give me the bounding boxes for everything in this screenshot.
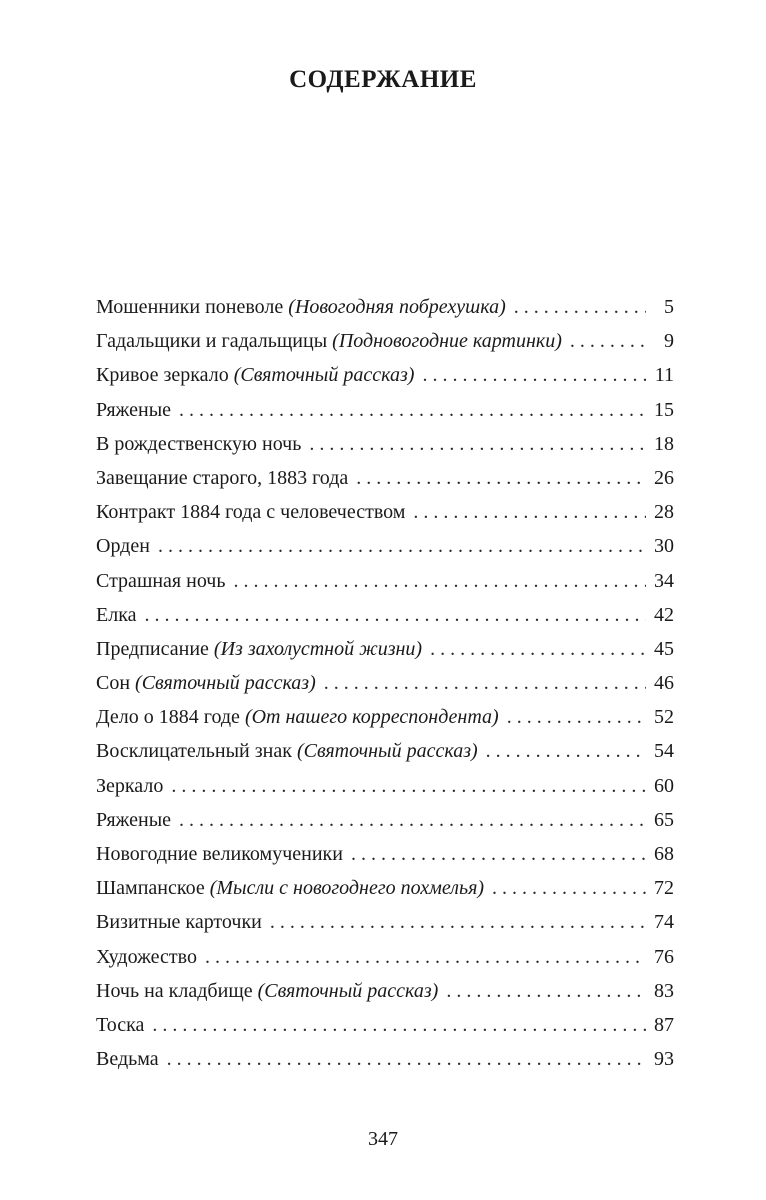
entry-subtitle: (Святочный рассказ) xyxy=(233,364,415,387)
entry-page-number: 34 xyxy=(654,569,674,592)
entry-text xyxy=(96,911,262,934)
entry-title: Ночь на кладбище xyxy=(96,979,253,1002)
toc-entry xyxy=(96,638,674,672)
toc-entry xyxy=(96,364,674,398)
entry-text xyxy=(96,877,484,900)
page-title: СОДЕРЖАНИЕ xyxy=(289,66,477,93)
entry-text xyxy=(96,467,348,490)
entry-text xyxy=(96,1014,144,1037)
toc-entry xyxy=(96,1014,674,1048)
entry-page-number: 52 xyxy=(654,706,674,729)
dot-leader xyxy=(324,672,646,695)
entry-subtitle: (Из захолустной жизни) xyxy=(213,637,423,660)
entry-title: Новогодние великомученики xyxy=(96,843,343,865)
toc-entry xyxy=(96,535,674,569)
entry-text xyxy=(96,638,422,661)
entry-title: Елка xyxy=(96,603,137,626)
dot-leader xyxy=(422,364,646,387)
toc-entry xyxy=(96,501,674,535)
toc-entry xyxy=(96,570,674,604)
entry-title: Мошенники поневоле xyxy=(96,296,284,318)
entry-title: Визитные карточки xyxy=(96,911,262,934)
entry-title: В рождественскую ночь xyxy=(96,432,302,455)
toc-entry xyxy=(96,399,674,433)
entry-text xyxy=(96,399,171,422)
entry-text xyxy=(96,809,171,832)
entry-text xyxy=(96,775,163,798)
entry-page-number: 15 xyxy=(654,398,674,421)
entry-text xyxy=(96,433,301,456)
entry-page-number: 42 xyxy=(654,603,674,626)
entry-title: Ведьма xyxy=(96,1048,159,1071)
entry-page-number: 68 xyxy=(654,843,674,865)
entry-page-number: 46 xyxy=(654,672,674,695)
toc-entry xyxy=(96,843,674,877)
toc-entry xyxy=(96,706,674,740)
entry-title: Ряженые xyxy=(96,398,172,421)
entry-subtitle: (Святочный рассказ) xyxy=(135,672,316,695)
entry-title: Гадальщики и гадальщицы xyxy=(96,330,328,353)
entry-title: Сон xyxy=(96,672,131,695)
entry-text xyxy=(96,501,405,524)
toc-entry xyxy=(96,877,674,911)
entry-title: Ряженые xyxy=(96,808,172,831)
entry-page-number: 26 xyxy=(654,466,674,489)
dot-leader xyxy=(570,330,646,353)
entry-title: Восклицательный знак xyxy=(96,740,292,763)
entry-subtitle: (Святочный рассказ) xyxy=(296,740,478,763)
toc-entry xyxy=(96,433,674,467)
dot-leader xyxy=(233,570,646,593)
entry-text xyxy=(96,980,438,1003)
entry-text xyxy=(96,604,137,627)
toc-entry xyxy=(96,604,674,638)
entry-page-number: 87 xyxy=(654,1013,674,1036)
toc-entry xyxy=(96,980,674,1014)
entry-page-number: 72 xyxy=(654,877,674,900)
toc-entry xyxy=(96,911,674,945)
dot-leader xyxy=(152,1014,646,1037)
page-number: 347 xyxy=(368,1128,398,1150)
entry-subtitle: (Мысли с новогоднего похмелья) xyxy=(209,877,485,900)
toc-entry xyxy=(96,330,674,364)
dot-leader xyxy=(270,911,646,934)
entry-title: Художество xyxy=(96,945,197,968)
entry-title: Тоска xyxy=(96,1013,145,1036)
entry-page-number: 60 xyxy=(654,774,674,797)
dot-leader xyxy=(171,775,646,798)
dot-leader xyxy=(492,877,646,900)
entry-title: Дело о 1884 годе xyxy=(96,706,240,729)
toc-entry xyxy=(96,775,674,809)
entry-subtitle: (Новогодняя побрехушка) xyxy=(288,296,506,318)
entry-page-number: 74 xyxy=(654,911,674,934)
dot-leader xyxy=(446,980,646,1003)
entry-page-number: 30 xyxy=(654,535,674,558)
dot-leader xyxy=(309,433,646,456)
entry-text xyxy=(96,706,499,729)
dot-leader xyxy=(507,706,646,729)
dot-leader xyxy=(167,1048,646,1071)
entry-title: Контракт 1884 года с человечеством xyxy=(96,501,406,524)
toc-entry xyxy=(96,740,674,774)
entry-title: Предписание xyxy=(96,637,209,660)
dot-leader xyxy=(351,843,646,866)
toc-entry xyxy=(96,672,674,706)
entry-text xyxy=(96,740,478,763)
dot-leader xyxy=(158,535,646,558)
entry-page-number: 54 xyxy=(654,740,674,763)
entry-page-number: 9 xyxy=(664,330,674,353)
entry-subtitle: (Подновогодние картинки) xyxy=(332,330,562,353)
entry-page-number: 76 xyxy=(654,945,674,968)
dot-leader xyxy=(430,638,646,661)
entry-text xyxy=(96,1048,159,1071)
entry-text xyxy=(96,296,506,319)
entry-title: Страшная ночь xyxy=(96,569,226,592)
toc-entry xyxy=(96,1048,674,1082)
dot-leader xyxy=(413,501,646,524)
toc-entry xyxy=(96,809,674,843)
table-of-contents xyxy=(96,296,674,1082)
entry-text xyxy=(96,672,316,695)
dot-leader xyxy=(486,740,646,763)
entry-page-number: 45 xyxy=(654,637,674,660)
dot-leader xyxy=(145,604,647,627)
entry-page-number: 18 xyxy=(654,432,674,455)
entry-title: Завещание старого, 1883 года xyxy=(96,466,349,489)
dot-leader xyxy=(356,467,646,490)
entry-subtitle: (Святочный рассказ) xyxy=(257,979,439,1002)
entry-text xyxy=(96,330,562,353)
dot-leader xyxy=(179,399,646,422)
entry-title: Орден xyxy=(96,535,150,558)
entry-page-number: 83 xyxy=(654,979,674,1002)
dot-leader xyxy=(179,809,646,832)
entry-text xyxy=(96,364,414,387)
toc-entry xyxy=(96,946,674,980)
entry-title: Кривое зеркало xyxy=(96,364,229,387)
entry-text xyxy=(96,946,197,969)
entry-page-number: 93 xyxy=(654,1048,674,1071)
entry-text xyxy=(96,570,225,593)
entry-page-number: 5 xyxy=(664,296,674,318)
toc-entry xyxy=(96,296,674,330)
entry-page-number: 11 xyxy=(654,364,674,387)
entry-page-number: 28 xyxy=(654,501,674,524)
toc-entry xyxy=(96,467,674,501)
dot-leader xyxy=(205,946,646,969)
entry-text xyxy=(96,843,343,866)
entry-subtitle: (От нашего корреспондента) xyxy=(244,706,499,729)
entry-page-number: 65 xyxy=(654,808,674,831)
dot-leader xyxy=(514,296,646,319)
entry-title: Зеркало xyxy=(96,774,164,797)
entry-text xyxy=(96,535,150,558)
entry-title: Шампанское xyxy=(96,877,205,900)
